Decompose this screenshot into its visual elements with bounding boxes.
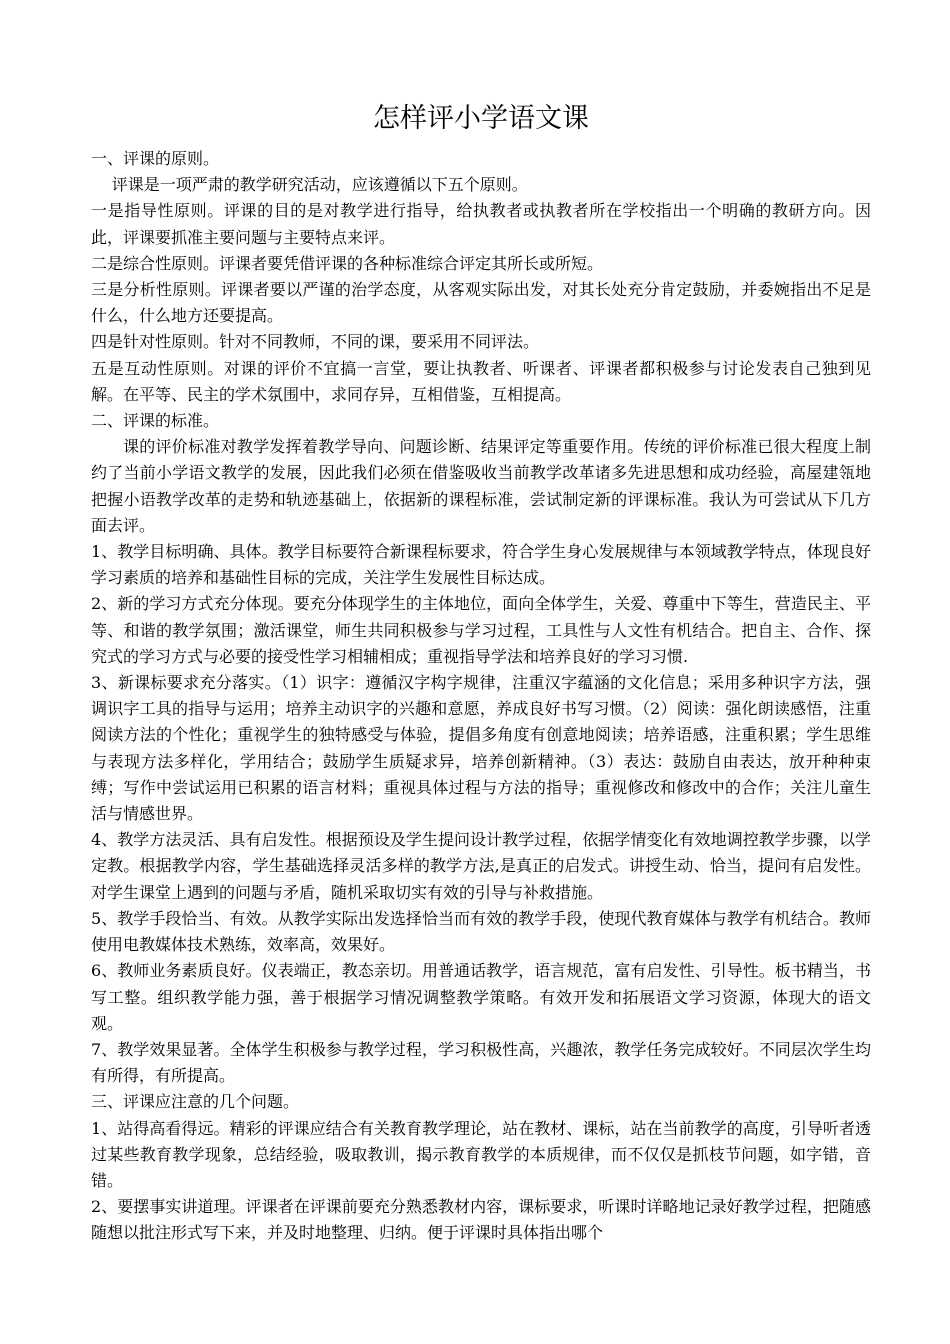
paragraph: 课的评价标准对教学发挥着教学导向、问题诊断、结果评定等重要作用。传统的评价标准已很大程度上制约了当前小学语文教学的发展，因此我们必须在借鉴吸收当前教学改革诸多先进思想和成功经验，高屋建瓴地把握小语教学改革的走势和轨迹基础上，依据新的课程标准，尝试制定新的评课标准。我认为可尝试从下几方面去评。 — [91, 437, 871, 535]
paragraph: 1、教学目标明确、具体。教学目标要符合新课程标要求，符合学生身心发展规律与本领域教学特点，体现良好学习素质的培养和基础性目标的完成，关注学生发展性目标达成。 — [91, 542, 871, 588]
paragraph: 2、新的学习方式充分体现。要充分体现学生的主体地位，面向全体学生，关爱、尊重中下等生，营造民主、平等、和谐的教学氛围；激活课堂，师生共同积极参与学习过程，工具性与人文性有机结合。把自主、合作、探究式的学习方式与必要的接受性学习相辅相成；重视指导学法和培养良好的学习习惯. — [91, 594, 871, 666]
document-title: 怎样评小学语文课 — [373, 103, 589, 134]
paragraph: 五是互动性原则。对课的评价不宜搞一言堂，要让执教者、听课者、评课者都积极参与讨论发表自己独到见解。在平等、民主的学术氛围中，求同存异，互相借鉴，互相提高。 — [91, 358, 871, 404]
paragraph: 4、教学方法灵活、具有启发性。根据预设及学生提问设计教学过程，依据学情变化有效地调控教学步骤，以学定教。根据教学内容，学生基础选择灵活多样的教学方法,是真正的启发式。讲授生动、恰当，提问有启发性。对学生课堂上遇到的问题与矛盾，随机采取切实有效的引导与补救措施。 — [91, 830, 871, 902]
paragraph: 二、评课的标准。 — [91, 411, 220, 431]
paragraph: 1、站得高看得远。精彩的评课应结合有关教育教学理论，站在教材、课标，站在当前教学的高度，引导听者透过某些教育教学现象，总结经验，吸取教训，揭示教育教学的本质规律，而不仅仅是抓枝节问题，如字错，音错。 — [91, 1118, 871, 1190]
paragraph: 三、评课应注意的几个问题。 — [91, 1092, 300, 1112]
paragraph: 3、新课标要求充分落实。（1）识字：遵循汉字构字规律，注重汉字蕴涵的文化信息；采用多种识字方法，强调识字工具的指导与运用；培养主动识字的兴趣和意愿，养成良好书写习惯。（2）阅读：强化朗读感悟，注重阅读方法的个性化；重视学生的独特感受与体验，提倡多角度有创意地阅读；培养语感，注重积累；学生思维与表现方法多样化，学用结合；鼓励学生质疑求异，培养创新精神。（3）表达：鼓励自由表达，放开种种束缚；写作中尝试运用已积累的语言材料；重视具体过程与方法的指导；重视修改和修改中的合作；关注儿童生活与情感世界。 — [91, 673, 871, 824]
document-page — [91, 96, 871, 1247]
paragraph: 二是综合性原则。评课者要凭借评课的各种标准综合评定其所长或所短。 — [91, 253, 604, 273]
paragraph: 7、教学效果显著。全体学生积极参与教学过程，学习积极性高，兴趣浓，教学任务完成较好。不同层次学生均有所得，有所提高。 — [91, 1039, 871, 1086]
paragraph: 四是针对性原则。针对不同教师，不同的课，要采用不同评法。 — [91, 332, 540, 352]
paragraph: 三是分析性原则。评课者要以严谨的治学态度，从客观实际出发，对其长处充分肯定鼓励，并委婉指出不足是什么，什么地方还要提高。 — [91, 280, 871, 326]
paragraph: 6、教师业务素质良好。仪表端正，教态亲切。用普通话教学，语言规范，富有启发性、引导性。板书精当，书写工整。组织教学能力强，善于根据学习情况调整教学策略。有效开发和拓展语文学习资源，体现大的语文观。 — [91, 961, 871, 1033]
paragraph: 一、评课的原则。 — [91, 149, 220, 168]
document-body — [91, 146, 871, 1247]
paragraph: 一是指导性原则。评课的目的是对教学进行指导，给执教者或执教者所在学校指出一个明确的教研方向。因此，评课要抓准主要问题与主要特点来评。 — [91, 201, 871, 247]
paragraph: 评课是一项严肃的教学研究活动，应该遵循以下五个原则。 — [111, 175, 528, 195]
paragraph: 2、要摆事实讲道理。评课者在评课前要充分熟悉教材内容，课标要求，听课时详略地记录好教学过程，把随感随想以批注形式写下来，并及时地整理、归纳。便于评课时具体指出哪个 — [91, 1197, 871, 1243]
paragraph: 5、教学手段恰当、有效。从教学实际出发选择恰当而有效的教学手段，使现代教育媒体与教学有机结合。教师使用电教媒体技术熟练，效率高，效果好。 — [91, 908, 871, 955]
